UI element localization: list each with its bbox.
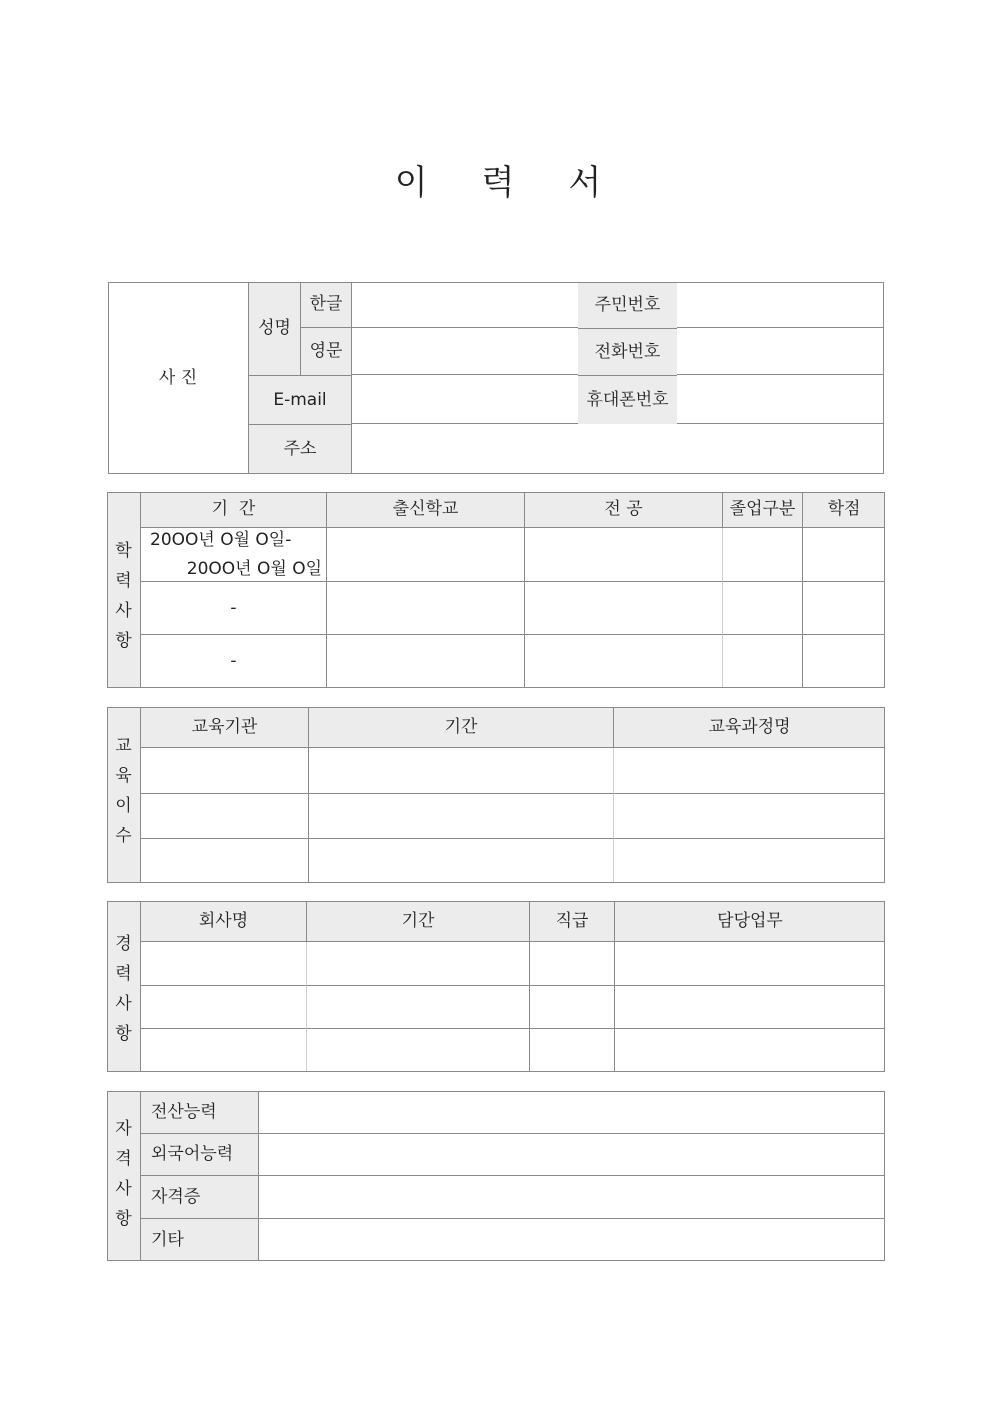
personal-info-table (108, 282, 884, 474)
side-char: 사 (115, 601, 132, 621)
gpa-cell[interactable] (802, 634, 885, 688)
qualification-table (107, 1091, 885, 1261)
period-dash: - (230, 597, 237, 618)
mobile-number-field[interactable] (677, 375, 884, 424)
side-char: 자 (115, 1119, 132, 1139)
gpa-cell[interactable] (802, 581, 885, 634)
certificates-label: 자격증 (141, 1175, 258, 1218)
name-label: 성명 (248, 282, 300, 375)
education-period-cell[interactable] (141, 581, 326, 634)
header-period: 기간 (306, 901, 529, 942)
header-company: 회사명 (141, 901, 306, 942)
period-cell[interactable] (308, 793, 613, 838)
title-char: 서 (568, 163, 604, 203)
school-cell[interactable] (326, 581, 524, 634)
computer-skills-field[interactable] (258, 1091, 885, 1133)
english-name-field[interactable] (351, 328, 578, 375)
side-char: 항 (115, 1209, 132, 1229)
email-label: E-mail (248, 375, 351, 424)
header-period: 기 간 (141, 492, 326, 528)
side-char: 항 (115, 631, 132, 651)
institution-cell[interactable] (141, 793, 308, 838)
address-field[interactable] (351, 424, 884, 474)
title-char: 이 (394, 163, 430, 203)
period-cell[interactable] (308, 838, 613, 883)
duties-cell[interactable] (614, 985, 885, 1028)
major-cell[interactable] (524, 634, 722, 688)
training-table (107, 707, 885, 883)
side-char: 력 (115, 963, 132, 984)
career-table (107, 901, 885, 1072)
graduation-cell[interactable] (722, 581, 802, 634)
header-graduation: 졸업구분 (722, 492, 802, 528)
photo-label: 사 진 (158, 367, 198, 388)
period-cell[interactable] (306, 985, 529, 1028)
korean-name-field[interactable] (351, 282, 578, 328)
other-field[interactable] (258, 1218, 885, 1261)
document-title (0, 155, 998, 204)
resident-number-label: 주민번호 (578, 282, 677, 328)
language-skills-field[interactable] (258, 1133, 885, 1175)
side-char: 격 (115, 1149, 132, 1169)
side-char: 항 (115, 1023, 132, 1044)
period-cell[interactable] (306, 942, 529, 985)
career-side-label (107, 901, 141, 1072)
position-cell[interactable] (529, 1028, 614, 1072)
education-side-label (107, 492, 141, 688)
title-char: 력 (481, 163, 517, 203)
phone-number-field[interactable] (677, 328, 884, 375)
gpa-cell[interactable] (802, 528, 885, 581)
education-period-cell[interactable] (141, 528, 326, 581)
certificates-field[interactable] (258, 1175, 885, 1218)
school-cell[interactable] (326, 528, 524, 581)
header-gpa: 학점 (802, 492, 885, 528)
company-cell[interactable] (141, 985, 306, 1028)
position-cell[interactable] (529, 942, 614, 985)
qualification-side-label (107, 1091, 141, 1261)
training-side-label (107, 707, 141, 883)
major-cell[interactable] (524, 528, 722, 581)
other-label: 기타 (141, 1218, 258, 1261)
side-char: 경 (115, 933, 132, 954)
mobile-number-label: 휴대폰번호 (578, 375, 677, 424)
side-char: 사 (115, 1179, 132, 1199)
english-name-label: 영문 (300, 328, 351, 375)
institution-cell[interactable] (141, 748, 308, 793)
korean-name-label: 한글 (300, 282, 351, 328)
side-char: 사 (115, 993, 132, 1014)
period-cell[interactable] (308, 748, 613, 793)
period-dash: - (230, 651, 237, 672)
graduation-cell[interactable] (722, 634, 802, 688)
side-char: 이 (115, 796, 132, 816)
company-cell[interactable] (141, 1028, 306, 1072)
education-table (107, 492, 885, 688)
header-institution: 교육기관 (141, 707, 308, 748)
side-char: 수 (115, 826, 132, 846)
computer-skills-label: 전산능력 (141, 1091, 258, 1133)
duties-cell[interactable] (614, 942, 885, 985)
school-cell[interactable] (326, 634, 524, 688)
side-char: 육 (115, 766, 132, 786)
graduation-cell[interactable] (722, 528, 802, 581)
photo-cell[interactable] (108, 282, 248, 474)
phone-number-label: 전화번호 (578, 328, 677, 375)
company-cell[interactable] (141, 942, 306, 985)
major-cell[interactable] (524, 581, 722, 634)
header-period: 기간 (308, 707, 613, 748)
side-char: 력 (115, 571, 132, 591)
period-to: 20OO년 O월 O일 (186, 558, 322, 579)
header-position: 직급 (529, 901, 614, 942)
header-school: 출신학교 (326, 492, 524, 528)
language-skills-label: 외국어능력 (141, 1133, 258, 1175)
side-char: 교 (115, 736, 132, 756)
header-duties: 담당업무 (614, 901, 885, 942)
education-period-cell[interactable] (141, 634, 326, 688)
duties-cell[interactable] (614, 1028, 885, 1072)
side-char: 학 (115, 541, 132, 561)
email-field[interactable] (351, 375, 578, 424)
address-label: 주소 (248, 424, 351, 474)
header-course: 교육과정명 (613, 707, 885, 748)
period-cell[interactable] (306, 1028, 529, 1072)
resident-number-field[interactable] (677, 282, 884, 328)
position-cell[interactable] (529, 985, 614, 1028)
header-major: 전 공 (524, 492, 722, 528)
period-from: 20OO년 O월 O일- (150, 529, 292, 550)
course-cell[interactable] (613, 748, 885, 793)
institution-cell[interactable] (141, 838, 308, 883)
course-cell[interactable] (613, 838, 885, 883)
course-cell[interactable] (613, 793, 885, 838)
